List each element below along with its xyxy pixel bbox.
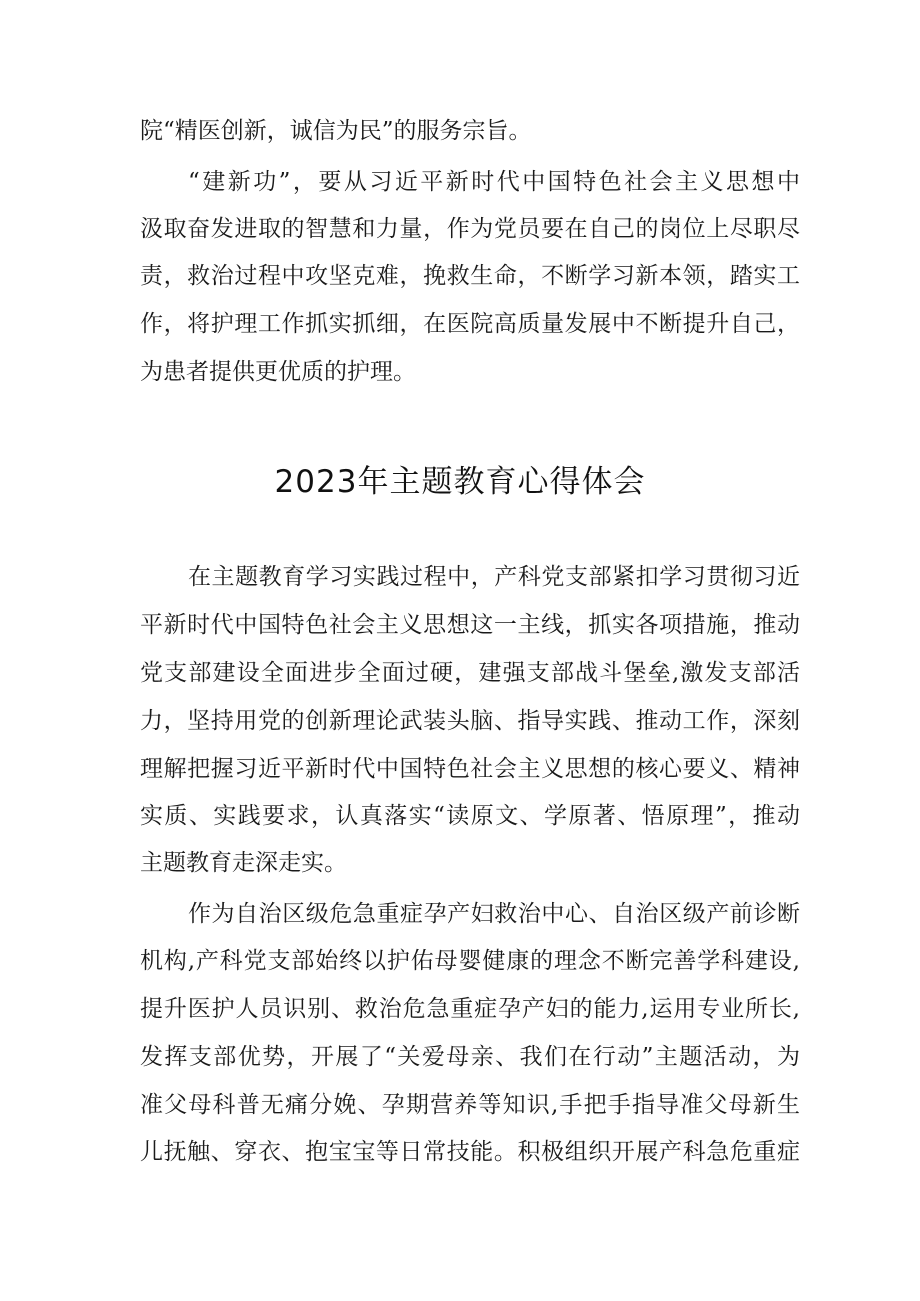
text-line: 责，救治过程中攻坚克难，挽救生命，不断学习新本领，踏实工 xyxy=(140,263,800,289)
text-line: 实质、实践要求，认真落实“读原文、学原著、悟原理”，推动 xyxy=(140,803,800,829)
text-line: 力，坚持用党的创新理论武装头脑、指导实践、推动工作，深刻 xyxy=(140,708,800,734)
text-line: 主题教育走深走实。 xyxy=(140,850,347,876)
text-line: “建新功”，要从习近平新时代中国特色社会主义思想中 xyxy=(188,169,800,195)
page-title: 2023年主题教育心得体会 xyxy=(274,464,646,500)
text-line: 汲取奋发进取的智慧和力量，作为党员要在自己的岗位上尽职尽 xyxy=(140,216,800,242)
text-line: 为患者提供更优质的护理。 xyxy=(140,359,416,385)
text-line: 准父母科普无痛分娩、孕期营养等知识,手把手指导准父母新生 xyxy=(140,1092,800,1118)
text-line: 在主题教育学习实践过程中，产科党支部紧扣学习贯彻习近 xyxy=(188,564,800,590)
text-line: 党支部建设全面进步全面过硬，建强支部战斗堡垒,激发支部活 xyxy=(140,660,800,686)
text-line: 院“精医创新，诚信为民”的服务宗旨。 xyxy=(140,118,532,144)
text-line: 机构,产科党支部始终以护佑母婴健康的理念不断完善学科建设, xyxy=(140,948,800,974)
text-line: 作为自治区级危急重症孕产妇救治中心、自治区级产前诊断 xyxy=(188,901,800,927)
text-line: 作，将护理工作抓实抓细，在医院高质量发展中不断提升自己， xyxy=(140,311,800,337)
text-line: 提升医护人员识别、救治危急重症孕产妇的能力,运用专业所长, xyxy=(140,996,800,1022)
text-line: 儿抚触、穿衣、抱宝宝等日常技能。积极组织开展产科急危重症 xyxy=(140,1139,800,1165)
text-line: 理解把握习近平新时代中国特色社会主义思想的核心要义、精神 xyxy=(140,756,800,782)
text-line: 发挥支部优势，开展了“关爱母亲、我们在行动”主题活动，为 xyxy=(140,1044,800,1070)
text-line: 平新时代中国特色社会主义思想这一主线，抓实各项措施，推动 xyxy=(140,612,800,638)
